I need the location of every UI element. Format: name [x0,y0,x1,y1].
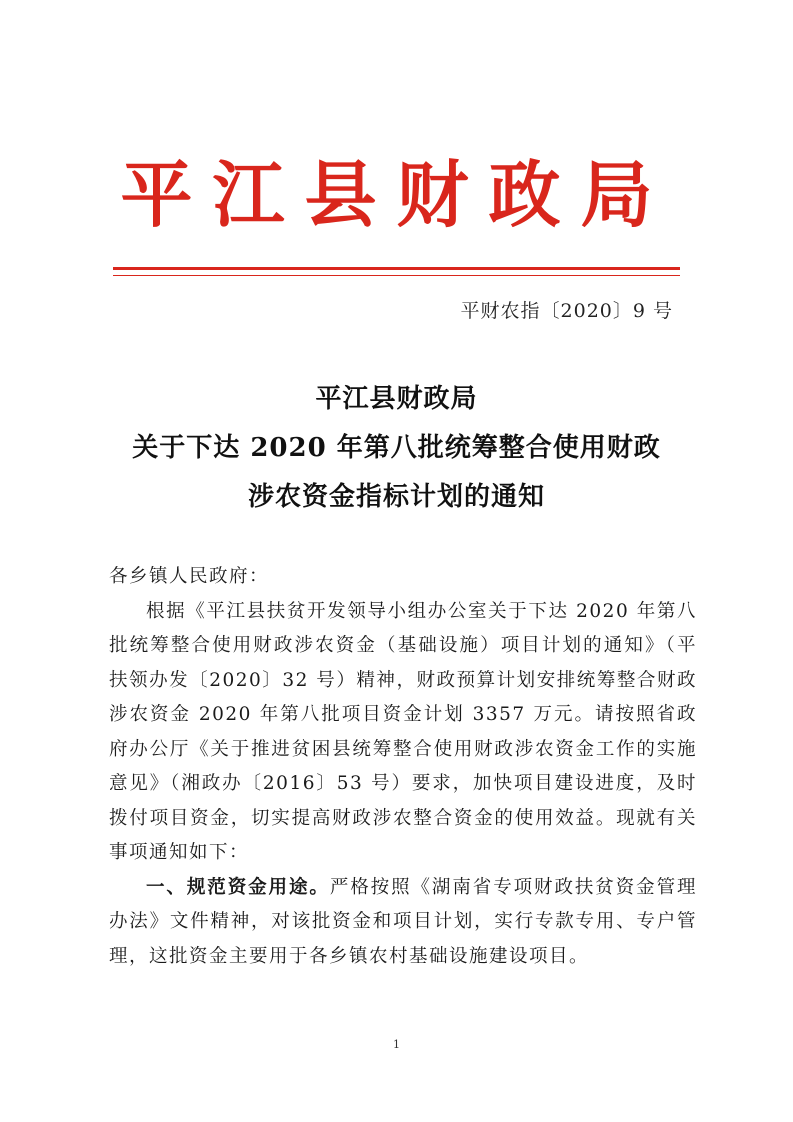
page-number: 1 [393,1038,400,1051]
document-number: 平财农指〔2020〕9 号 [460,300,673,322]
salutation: 各乡镇人民政府： [109,566,270,587]
section-1-heading: 一、规范资金用途。 [146,876,330,898]
title-line-3: 涉农资金指标计划的通知 [247,482,545,512]
title-line-2: 关于下达 2020 年第八批统筹整合使用财政 [132,433,661,463]
paragraph-intro: 根据《平江县扶贫开发领导小组办公室关于下达 2020 年第八批统筹整合使用财政涉农资金（基础设施）项目计划的通知》（平扶领办发〔2020〕32 号）精神，财政预算计划安排统筹整合财政涉农资金 2020 年第八批项目资金计划 3357 万元。请按照省政府办公厅《关于推进贫困县统筹整合使用财政涉农资金工作的实施意见》（湘政办〔2016〕53 号）要求，加快项目建设进度，及时拨付项目资金，切实提高财政涉农整合资金的使用效益。现就有关事项通知如下： [109,600,697,863]
agency-masthead: 平江县财政局 [120,152,673,237]
title-line-1: 平江县财政局 [315,384,478,414]
masthead-rule-thick [113,267,680,270]
masthead-rule-thin [113,275,680,276]
section-1 [109,871,697,975]
document-body [109,560,697,974]
section-1-text: 严格按照《湖南省专项财政扶贫资金管理办法》文件精神，对该批资金和项目计划，实行专款专用、专户管理，这批资金主要用于各乡镇农村基础设施建设项目。 [109,876,697,967]
